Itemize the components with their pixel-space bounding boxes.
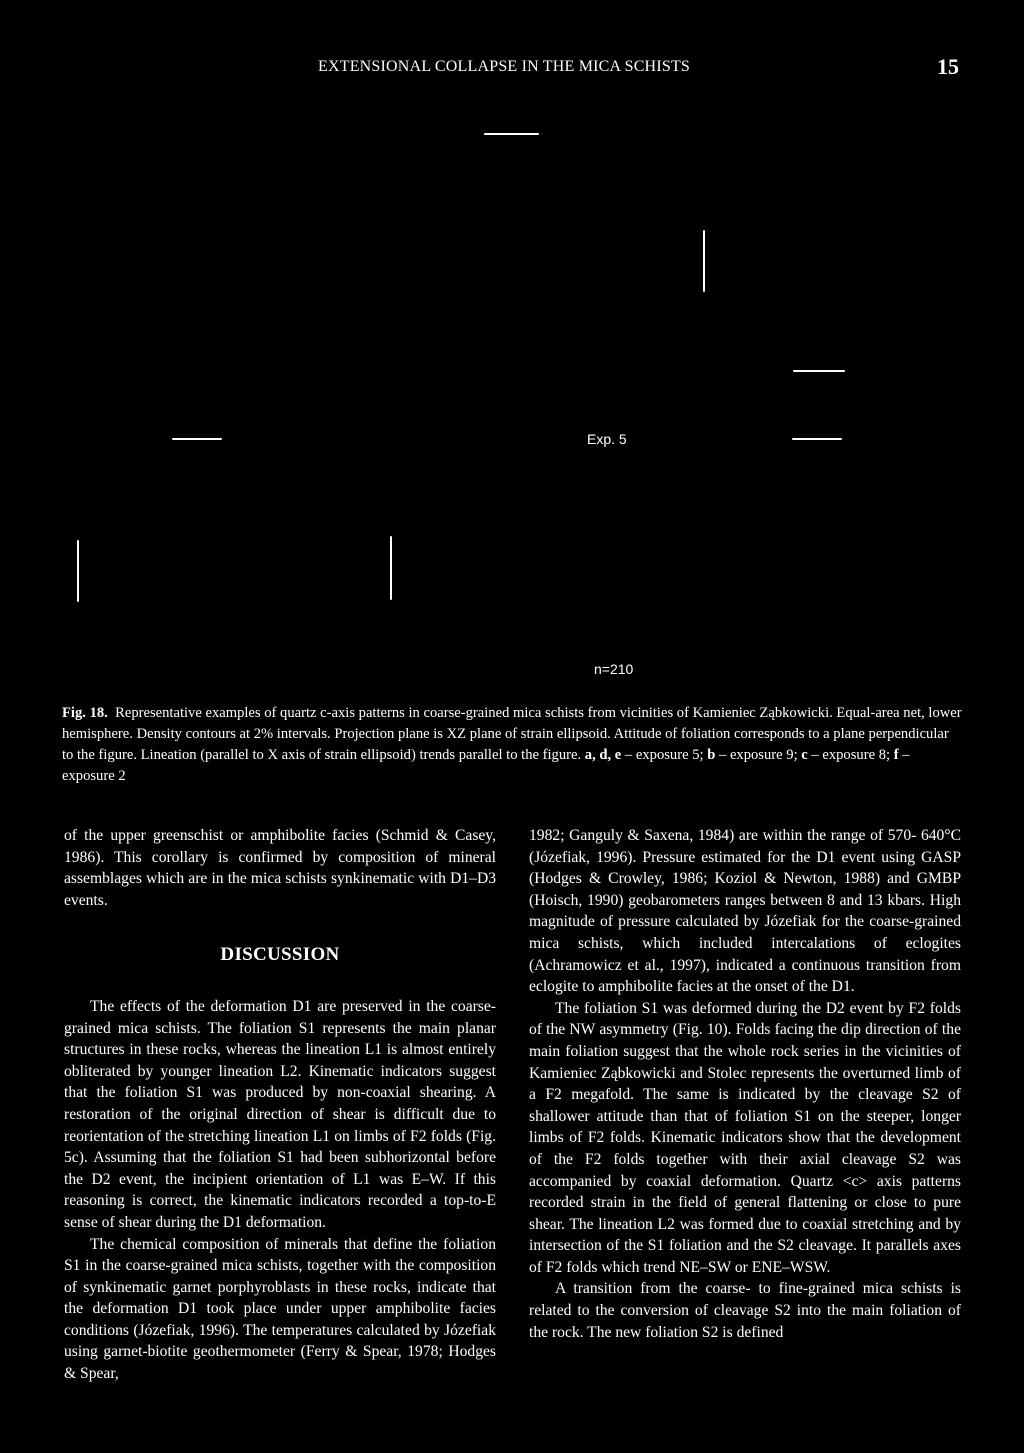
figure-18 xyxy=(0,100,1024,690)
paragraph: 1982; Ganguly & Saxena, 1984) are within the range of 570- 640°C (Józefiak, 1996). Pressure estimated for the D1 event using GASP (Hodges & Crowley, 1986; Koziol & Newton, 1988) and GMBP (Hoisch, 1990) geobarometers ranges between 8 and 13 kbars. High magnitude of pressure calculated by Józefiak for the coarse-grained mica schists, which included intercalations of eclogites (Achramowicz et al., 1997), indicated a continuous transition from eclogite to amphibolite facies at the onset of the D1. xyxy=(529,827,961,996)
paragraph: A transition from the coarse- to fine-grained mica schists is related to the conversion of cleavage S2 into the main foliation of the rock. The new foliation S2 is defined xyxy=(529,1280,961,1341)
caption-part-b-text: – exposure 9; xyxy=(715,747,802,763)
paragraph: of the upper greenschist or amphibolite facies (Schmid & Casey, 1986). This corollary is confirmed by composition of mineral assemblages which are in the mica schists synkinematic with D1–D3 events. xyxy=(64,827,496,909)
figure-mark xyxy=(172,438,222,440)
caption-part-b: b xyxy=(707,747,716,763)
caption-text: Representative examples of quartz c-axis patterns in coarse-grained mica schists from vicinities of Kamieniec Ząbkowicki. Equal-area net, lower hemisphere. Density contours at 2% intervals. Projection plane is XZ plane of strain ellipsoid. Attitude of foliation corresponds to a plane perpendicular to the figure. Lineation (parallel to X axis of strain ellipsoid) trends parallel to the figure. xyxy=(62,705,962,763)
figure-mark xyxy=(484,133,539,135)
right-column xyxy=(529,825,961,1343)
running-head: EXTENSIONAL COLLAPSE IN THE MICA SCHISTS xyxy=(318,58,691,75)
caption-parts-text: – exposure 5; xyxy=(621,747,708,763)
left-column xyxy=(64,825,496,1385)
paragraph: The chemical composition of minerals that define the foliation S1 in the coarse-grained mica schists, together with the composition of synkinematic garnet porphyroblasts in these rocks, indicate that the deformation D1 took place under upper amphibolite facies conditions (Józefiak, 1996). The temperatures calculated by Józefiak using garnet-biotite geothermometer (Ferry & Spear, 1978; Hodges & Spear, xyxy=(64,1235,496,1383)
figure-mark xyxy=(793,370,845,372)
figure-mark xyxy=(390,536,392,600)
figure-mark xyxy=(703,230,705,292)
section-heading: DISCUSSION xyxy=(220,944,340,966)
figure-mark xyxy=(792,438,842,440)
paragraph: The effects of the deformation D1 are preserved in the coarse-grained mica schists. The foliation S1 represents the main planar structures in these rocks, whereas the lineation L1 is almost entirely obliterated by younger lineation L2. Kinematic indicators suggest that the foliation S1 was produced by non-coaxial shearing. A restoration of the original direction of shear is difficult due to reorientation of the stretching lineation L1 on limbs of F2 folds (Fig. 5c). Assuming that the foliation S1 had been subhorizontal before the D2 event, the incipient orientation of L1 was E–W. If this reasoning is correct, the kinematic indicators recorded a top-to-E sense of shear during the D1 deformation. xyxy=(64,997,496,1231)
panel-label: Exp. 5 xyxy=(587,431,627,447)
caption-part-c: c xyxy=(801,747,808,763)
caption-part-c-text: – exposure 8; xyxy=(807,747,894,763)
caption-label: Fig. 18. xyxy=(62,705,108,721)
caption-part-f-text: – exposure 2 xyxy=(62,747,910,784)
figure-mark xyxy=(77,540,79,602)
figure-caption xyxy=(62,703,962,787)
paragraph: The foliation S1 was deformed during the D2 event by F2 folds of the NW asymmetry (Fig. 10). Folds facing the dip direction of the main foliation suggest that the whole rock series in the vicinities of Kamieniec Ząbkowicki and Stolec represents the overturned limb of a F2 megafold. The same is indicated by the cleavage S2 of shallower attitude than that of foliation S1 on the steeper, longer limbs of F2 folds. Kinematic indicators show that the development of the F2 folds together with their axial cleavage S2 was accompanied by coaxial deformation. Quartz <c> axis patterns recorded strain in the field of general flattening or close to pure shear. The lineation L2 was formed due to coaxial stretching and by intersection of the S1 foliation and the S2 cleavage. It parallels axes of F2 folds which trend NE–SW or ENE–WSW. xyxy=(529,999,961,1276)
caption-parts: a, d, e xyxy=(584,747,622,763)
page-header xyxy=(0,54,1024,82)
count-label: n=210 xyxy=(594,661,634,677)
page-number: 15 xyxy=(937,54,959,79)
caption-part-f: f xyxy=(893,747,899,763)
